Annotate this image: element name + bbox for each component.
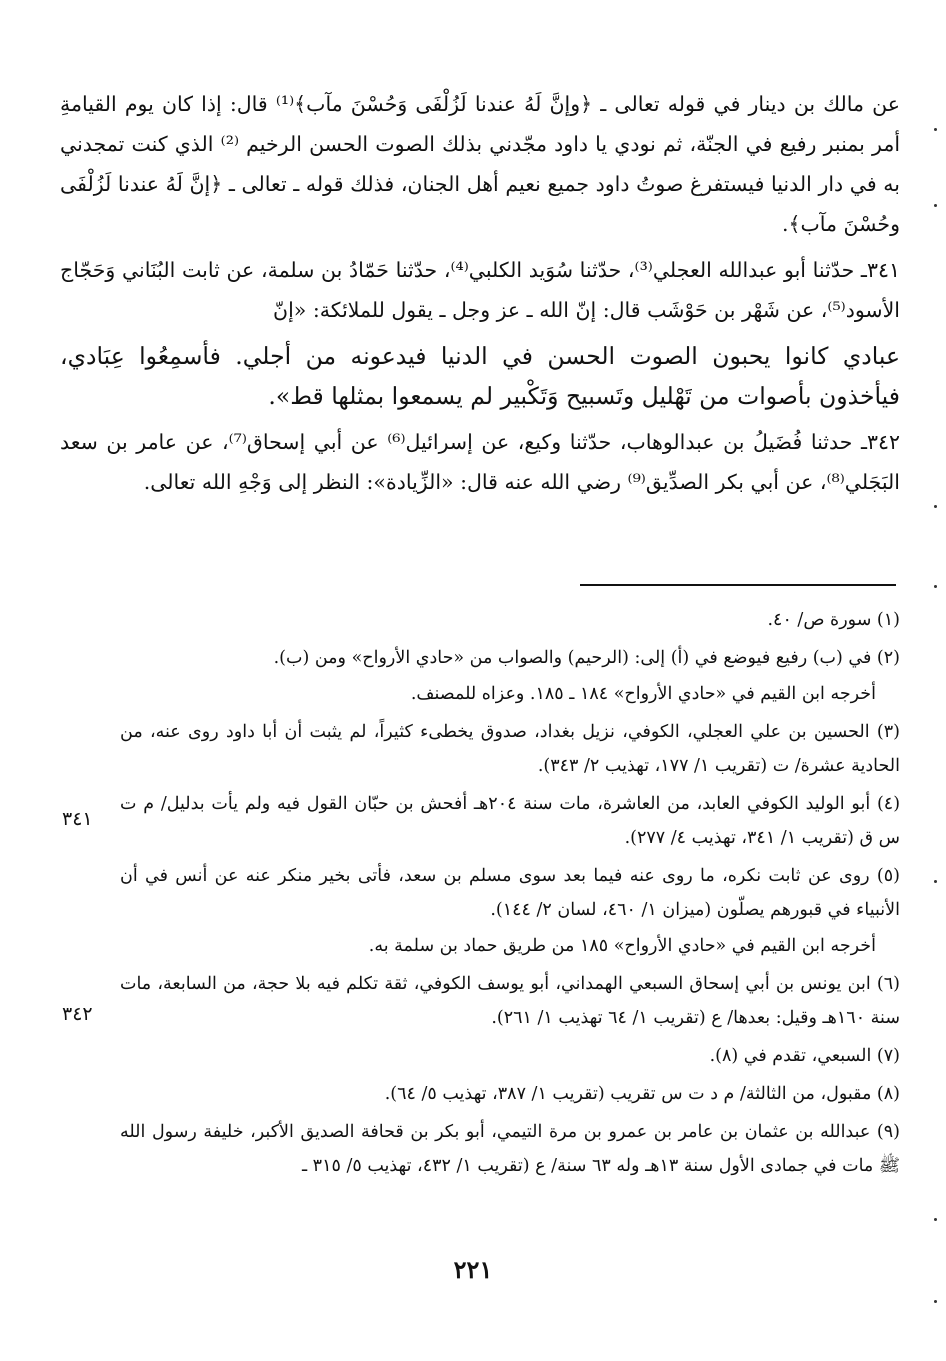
footnote-9: (٩) عبدالله بن عثمان بن عامر بن عمرو بن مرة التيمي، أبو بكر بن قحافة الصديق الأكبر، خليفة رسول الله ﷺ مات في جمادى الأول سنة ١٣هـ وله ٦٣ سنة/ ع (تقريب ١/ ٤٣٢، تهذيب ٥/ ٣١٥ ـ bbox=[120, 1122, 900, 1176]
scan-mark bbox=[934, 204, 937, 207]
footnote-7: (٧) السبعي، تقدم في (٨). bbox=[709, 1046, 900, 1066]
footnote-1: (١) سورة ص/ ٤٠. bbox=[767, 610, 900, 630]
paragraph-341-quote: عبادي كانوا يحبون الصوت الحسن في الدنيا فيدعونه من أجلي. فأسمِعُوا عِبَادي، فيأخذون بأصوات من تَهْليل وتَسبيح وَتَكْبير لم يسمعوا بمثلها قط». bbox=[60, 342, 900, 410]
footnote-5-note: أخرجه ابن القيم في «حادي الأرواح» ١٨٥ من طريق حماد بن سلمة به. bbox=[368, 936, 876, 956]
footnote-6: (٦) ابن يونس بن أبي إسحاق السبعي الهمداني، أبو يوسف الكوفي، ثقة تكلم فيه بلا حجة، من السابعة، مات سنة ١٦٠هـ وقيل: بعدها/ ع (تقريب ١/ ٦٤ تهذيب ١/ ٢٦١). bbox=[120, 974, 900, 1028]
scan-mark bbox=[934, 505, 937, 508]
scan-mark bbox=[934, 585, 937, 588]
scan-mark bbox=[934, 880, 937, 883]
margin-number-341: ٣٤١ bbox=[62, 808, 93, 830]
footnote-separator bbox=[580, 584, 896, 586]
footnote-4: (٤) أبو الوليد الكوفي العابد، من العاشرة، مات سنة ٢٠٤هـ أفحش بن حبّان القول فيه ولم يأت بدليل/ م ت س ق (تقريب ١/ ٣٤١، تهذيب ٤/ ٢٧٧). bbox=[120, 794, 901, 848]
paragraph-341: ٣٤١ـ حدّثنا أبو عبدالله العجلي⁽³⁾، حدّثنا سُوَيد الكلبي⁽⁴⁾، حدّثنا حَمّادُ بن سلمة، عن ثابت البُنَاني وَحَجّاج الأسود⁽⁵⁾، عن شَهْر بن حَوْشَب قال: إنّ الله ـ عز وجل ـ يقول للملائكة: «إنّ bbox=[60, 258, 900, 322]
margin-number-342: ٣٤٢ bbox=[62, 1003, 93, 1025]
scan-mark bbox=[934, 1218, 937, 1221]
scan-mark bbox=[934, 1300, 937, 1303]
footnotes bbox=[120, 603, 900, 1187]
page-number: ٢٢١ bbox=[453, 1255, 493, 1284]
scan-mark bbox=[934, 128, 937, 131]
footnote-2-note: أخرجه ابن القيم في «حادي الأرواح» ١٨٤ ـ ١٨٥. وعزاه للمصنف. bbox=[410, 684, 876, 704]
footnote-3: (٣) الحسين بن علي العجلي، الكوفي، نزيل بغداد، صدوق يخطىء كثيراً، لم يثبت أن أبا داود روى عنه، من الحادية عشرة/ ت (تقريب ١/ ١٧٧، تهذيب ٢/ ٣٤٣). bbox=[120, 722, 900, 776]
paragraph-342: ٣٤٢ـ حدثنا فُضَيلُ بن عبدالوهاب، حدّثنا وكيع، عن إسرائيل⁽⁶⁾ عن أبي إسحاق⁽⁷⁾، عن عامر بن سعد البَجَلي⁽⁸⁾، عن أبي بكر الصدِّيق⁽⁹⁾ رضي الله عنه قال: «الزِّيادة»: النظر إلى وَجْهِ الله تعالى. bbox=[60, 430, 901, 494]
footnote-2: (٢) في (ب) رفيع فيوضع في (أ) إلى: (الرحيم) والصواب من «حادي الأرواح» ومن (ب). bbox=[273, 648, 900, 668]
paragraph-intro: عن مالك بن دينار في قوله تعالى ـ ﴿وإنَّ لَهُ عندنا لَزُلْفَى وَحُسْنَ مآب﴾⁽¹⁾ قال: إذا كان يوم القيامةِ أمر بمنبر رفيع في الجنّة، ثم نودي يا داود مجّدني بذلك الصوت الحسن الرخيم ⁽²⁾ الذي كنت تمجدني به في دار الدنيا فيستفرغ صوتُ داود جميع نعيم أهل الجنان، فذلك قوله ـ تعالى ـ ﴿إنَّ لَهُ عندنا لَزُلْفَى وحُسْنَ مآب﴾. bbox=[60, 92, 901, 236]
main-text bbox=[60, 84, 900, 508]
footnote-8: (٨) مقبول، من الثالثة/ م د ت س تقريب (تقريب ١/ ٣٨٧، تهذيب ٥/ ٦٤). bbox=[384, 1084, 900, 1104]
footnote-5: (٥) روى عن ثابت نكره، ما روى عنه فيما بعد سوى مسلم بن سعد، فأتى بخير منكر عنه عن أنس في أن الأنبياء في قبورهم يصلّون (ميزان ١/ ٤٦٠، لسان ٢/ ١٤٤). bbox=[120, 866, 900, 920]
